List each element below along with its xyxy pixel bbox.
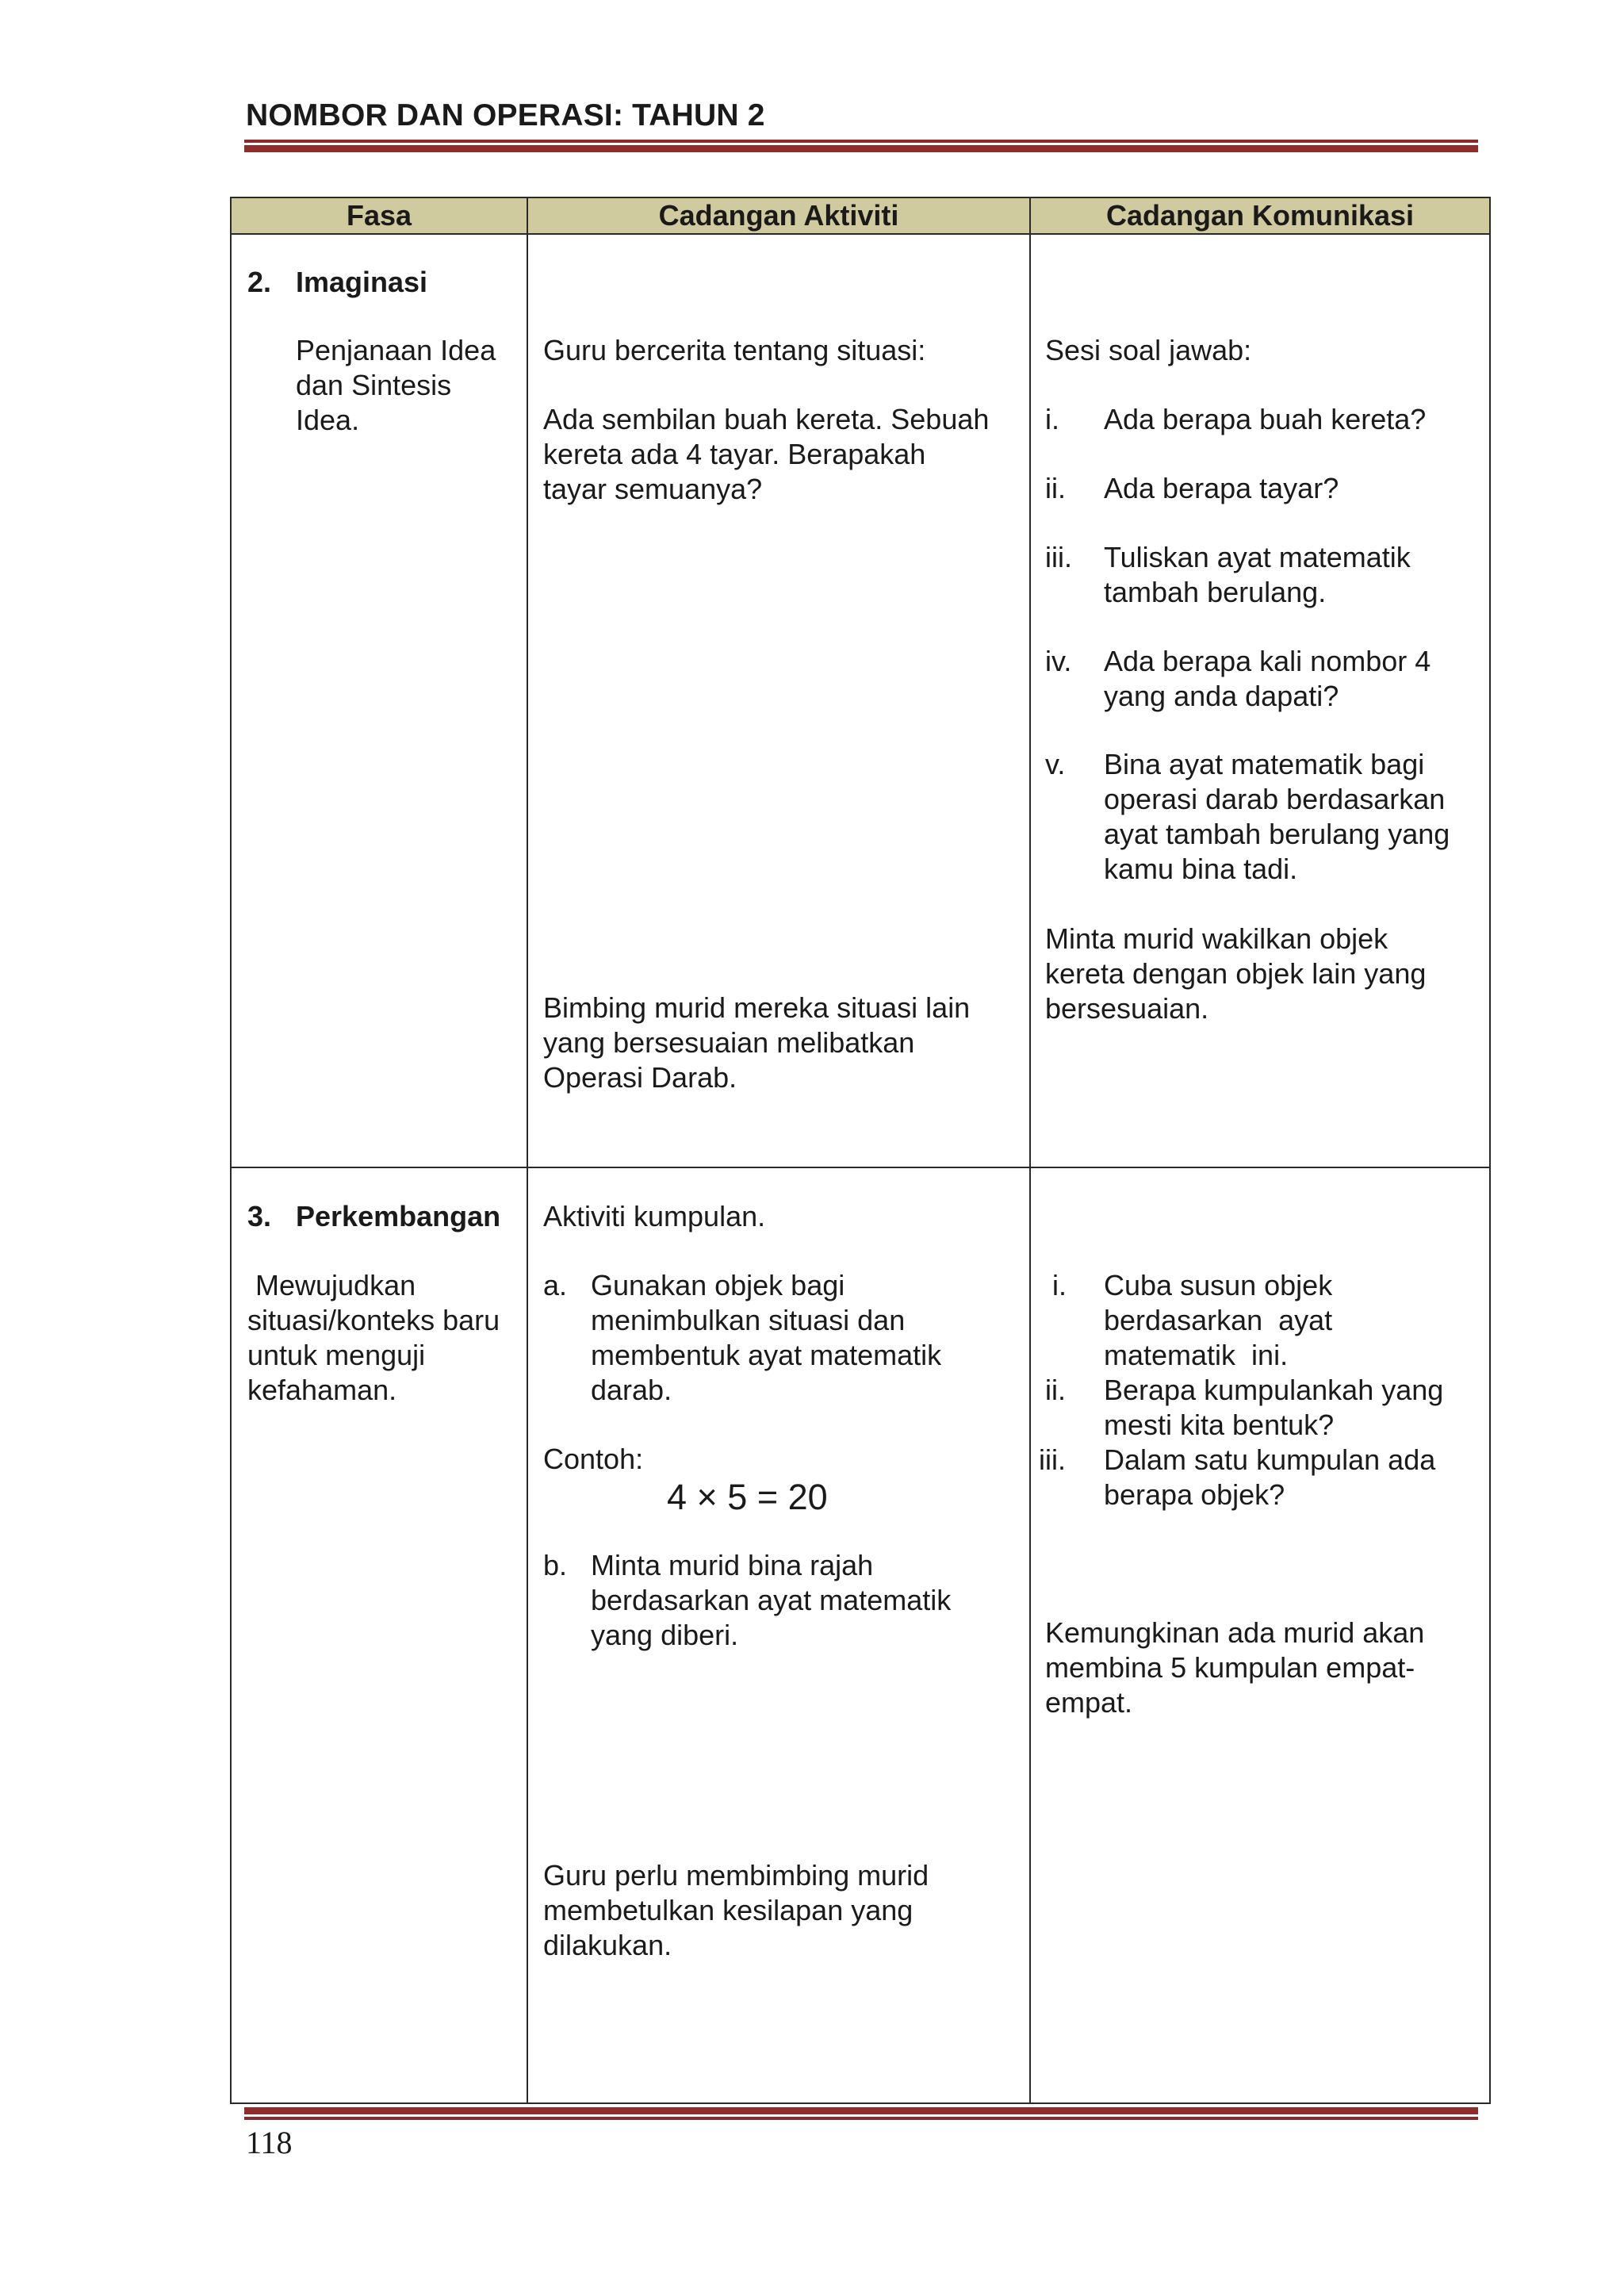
header-rule	[244, 140, 1478, 152]
fasa-cell	[231, 234, 527, 1167]
fasa-title: Imaginasi	[296, 266, 428, 298]
question-number: i.	[1045, 403, 1059, 435]
aktiviti-intro: Aktiviti kumpulan.	[543, 1200, 766, 1232]
question-number: iii.	[1039, 1443, 1066, 1476]
question-text: Bina ayat matematik bagi operasi darab berdasarkan ayat tambah berulang yang kamu bina tadi.	[1104, 748, 1450, 885]
column-header-aktiviti: Cadangan Aktiviti	[527, 197, 1030, 234]
activity-item-text: Minta murid bina rajah berdasarkan ayat matematik yang diberi.	[591, 1549, 952, 1651]
page-number: 118	[246, 2125, 293, 2160]
aktiviti-closing: Guru perlu membimbing murid membetulkan kesilapan yang dilakukan.	[543, 1859, 929, 1961]
activity-item-letter: b.	[543, 1549, 568, 1581]
table-header-row	[231, 197, 1490, 234]
fasa-description: Mewujudkan situasi/konteks baru untuk menguji kefahaman.	[247, 1269, 500, 1406]
question-number: iv.	[1045, 645, 1072, 677]
example-equation: 4 × 5 = 20	[667, 1477, 828, 1517]
table-row	[231, 1167, 1490, 2103]
aktiviti-cell	[527, 234, 1030, 1167]
aktiviti-cell	[527, 1167, 1030, 2103]
question-number: ii.	[1045, 472, 1066, 504]
question-text: Berapa kumpulankah yang mesti kita bentuk?	[1104, 1374, 1444, 1441]
question-text: Cuba susun objek berdasarkan ayat matematik ini.	[1104, 1269, 1333, 1371]
aktiviti-intro: Guru bercerita tentang situasi:	[543, 334, 926, 366]
fasa-description: Penjanaan Idea dan Sintesis Idea.	[296, 334, 496, 436]
activity-item-text: Gunakan objek bagi menimbulkan situasi dan membentuk ayat matematik darab.	[591, 1269, 942, 1406]
fasa-number: 2.	[247, 266, 272, 298]
question-text: Ada berapa kali nombor 4 yang anda dapati?	[1104, 645, 1431, 712]
fasa-cell	[231, 1167, 527, 2103]
table-row	[231, 234, 1490, 1167]
column-header-komunikasi: Cadangan Komunikasi	[1030, 197, 1490, 234]
komunikasi-closing: Kemungkinan ada murid akan membina 5 kumpulan empat- empat.	[1045, 1616, 1425, 1719]
question-text: Ada berapa tayar?	[1104, 472, 1339, 504]
question-text: Tuliskan ayat matematik tambah berulang.	[1104, 541, 1411, 608]
lesson-table	[230, 197, 1491, 2104]
page-header-title: NOMBOR DAN OPERASI: TAHUN 2	[246, 98, 765, 132]
fasa-number: 3.	[247, 1200, 272, 1232]
question-number: v.	[1045, 748, 1066, 780]
question-number: ii.	[1045, 1374, 1066, 1406]
question-number: iii.	[1045, 541, 1072, 573]
komunikasi-closing: Minta murid wakilkan objek kereta dengan objek lain yang bersesuaian.	[1045, 922, 1427, 1025]
aktiviti-story: Ada sembilan buah kereta. Sebuah kereta ada 4 tayar. Berapakah tayar semuanya?	[543, 403, 990, 505]
fasa-title: Perkembangan	[296, 1200, 501, 1232]
question-text: Ada berapa buah kereta?	[1104, 403, 1427, 435]
column-header-fasa: Fasa	[231, 197, 527, 234]
komunikasi-cell	[1030, 1167, 1490, 2103]
komunikasi-cell	[1030, 234, 1490, 1167]
activity-item-letter: a.	[543, 1269, 568, 1301]
example-label: Contoh:	[543, 1443, 644, 1475]
question-text: Dalam satu kumpulan ada berapa objek?	[1104, 1443, 1436, 1511]
komunikasi-intro: Sesi soal jawab:	[1045, 334, 1252, 366]
aktiviti-closing: Bimbing murid mereka situasi lain yang bersesuaian melibatkan Operasi Darab.	[543, 991, 971, 1094]
footer-rule	[244, 2107, 1478, 2120]
question-number: i.	[1052, 1269, 1067, 1301]
